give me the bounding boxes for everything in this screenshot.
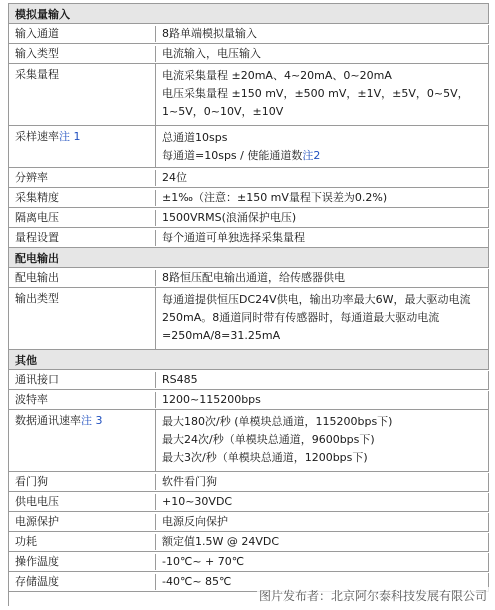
row-value — [156, 64, 489, 125]
table-row — [9, 168, 489, 188]
row-label — [9, 270, 156, 286]
value-line — [162, 103, 484, 121]
value-line — [162, 513, 484, 531]
row-label-text: 输入通道 — [15, 26, 59, 40]
row-label — [9, 126, 156, 167]
row-label — [9, 410, 156, 471]
row-label — [9, 474, 156, 490]
row-label — [9, 372, 156, 388]
value-line — [162, 229, 484, 247]
value-text: ±1‰（注意：±150 mV量程下误差为0.2%) — [162, 190, 388, 204]
value-text: 软件看门狗 — [162, 474, 217, 488]
row-label-text: 输入类型 — [15, 46, 59, 60]
row-label — [9, 574, 156, 590]
table-row — [9, 188, 489, 208]
row-value — [156, 513, 489, 531]
value-line — [162, 291, 484, 309]
value-text: 1500VRMS(浪涌保护电压) — [162, 210, 297, 224]
value-line — [162, 209, 484, 227]
value-line — [162, 371, 484, 389]
table-row — [9, 228, 489, 248]
value-line — [162, 413, 484, 431]
row-value — [156, 209, 489, 227]
row-label — [9, 554, 156, 570]
value-text: 总通道10sps — [162, 131, 228, 144]
row-label — [9, 494, 156, 510]
row-label-text: 采样速率 — [15, 130, 59, 143]
value-line — [162, 147, 484, 165]
row-value — [156, 25, 489, 43]
row-label-text: 采集量程 — [15, 68, 59, 81]
value-text: 最大180次/秒 (单模块总通道，115200bps下) — [162, 415, 393, 428]
row-value — [156, 288, 489, 349]
table-row — [9, 370, 489, 390]
footnote-link[interactable]: 注 3 — [81, 414, 103, 427]
table-row — [9, 44, 489, 64]
value-text: 每个通道可单独选择采集量程 — [162, 230, 305, 244]
value-line — [162, 391, 484, 409]
value-line — [162, 533, 484, 551]
table-row — [9, 552, 489, 572]
value-text: 250mA。8通道同时带有传感器时，每通道最大驱动电流 — [162, 311, 440, 324]
value-line — [162, 25, 484, 43]
value-text: 最大24次/秒（单模块总通道，9600bps下) — [162, 433, 375, 446]
value-text: 1~5V，0~10V，±10V — [162, 105, 284, 118]
row-label — [9, 26, 156, 42]
row-value — [156, 533, 489, 551]
table-row — [9, 512, 489, 532]
value-line — [162, 85, 484, 103]
row-label — [9, 230, 156, 246]
row-label — [9, 46, 156, 62]
section-header: 模拟量输入 — [9, 4, 489, 24]
row-label-text: 数据通讯速率 — [15, 414, 81, 427]
value-text: -10℃~ + 70℃ — [162, 554, 245, 568]
table-row — [9, 410, 489, 472]
value-line — [162, 553, 484, 571]
value-line — [162, 493, 484, 511]
row-value — [156, 391, 489, 409]
value-line — [162, 45, 484, 63]
table-row — [9, 64, 489, 126]
row-value — [156, 126, 489, 167]
row-label — [9, 392, 156, 408]
value-line — [162, 67, 484, 85]
footnote-link[interactable]: 注 1 — [59, 130, 81, 143]
row-value — [156, 229, 489, 247]
value-line — [162, 189, 484, 207]
value-line — [162, 431, 484, 449]
row-label-text: 配电输出 — [15, 270, 59, 284]
row-label-text: 采集精度 — [15, 190, 59, 204]
row-label-text: 隔离电压 — [15, 210, 59, 224]
row-label-text: 电源保护 — [15, 514, 59, 528]
table-row — [9, 208, 489, 228]
row-label-text: 量程设置 — [15, 230, 59, 244]
value-line — [162, 309, 484, 327]
row-value — [156, 169, 489, 187]
value-text: 8路单端模拟量输入 — [162, 26, 257, 40]
table-row — [9, 288, 489, 350]
value-line — [162, 449, 484, 467]
row-label — [9, 288, 156, 349]
value-line — [162, 169, 484, 187]
row-label-text: 看门狗 — [15, 474, 48, 488]
row-value — [156, 473, 489, 491]
value-text: 每通道=10sps / 使能通道数 — [162, 149, 303, 162]
row-value — [156, 371, 489, 389]
row-value — [156, 553, 489, 571]
row-label — [9, 190, 156, 206]
table-row — [9, 390, 489, 410]
value-line — [162, 473, 484, 491]
row-label-text: 操作温度 — [15, 554, 59, 568]
value-text: 8路恒压配电输出通道，给传感器供电 — [162, 270, 345, 284]
row-label-text: 存储温度 — [15, 574, 59, 588]
value-line — [162, 269, 484, 287]
value-text: -40℃~ 85℃ — [162, 574, 232, 588]
table-row — [9, 268, 489, 288]
row-label-text: 通讯接口 — [15, 372, 59, 386]
row-label-text: 波特率 — [15, 392, 48, 406]
row-label — [9, 514, 156, 530]
row-label — [9, 210, 156, 226]
table-row — [9, 472, 489, 492]
row-value — [156, 493, 489, 511]
value-text: 电流输入，电压输入 — [162, 46, 261, 60]
row-label — [9, 534, 156, 550]
value-text: 24位 — [162, 170, 187, 184]
value-text: 每通道提供恒压DC24V供电，输出功率最大6W，最大驱动电流 — [162, 293, 471, 306]
value-text: +10~30VDC — [162, 494, 233, 508]
footnote-link[interactable]: 注2 — [302, 149, 321, 162]
row-value — [156, 269, 489, 287]
watermark: 图片发布者：北京阿尔泰科技发展有限公司 — [258, 589, 487, 603]
row-label — [9, 64, 156, 125]
value-text: RS485 — [162, 372, 198, 386]
row-label-text: 供电电压 — [15, 494, 59, 508]
value-text: 最大3次/秒（单模块总通道，1200bps下) — [162, 451, 368, 464]
row-value — [156, 189, 489, 207]
value-line — [162, 327, 484, 345]
row-label-text: 分辨率 — [15, 170, 48, 184]
row-label-text: 功耗 — [15, 534, 37, 548]
row-value — [156, 410, 489, 471]
value-text: =250mA/8=31.25mA — [162, 329, 281, 342]
table-row — [9, 24, 489, 44]
value-text: 1200~115200bps — [162, 392, 261, 406]
value-text: 电源反向保护 — [162, 514, 228, 528]
value-line — [162, 129, 484, 147]
table-row — [9, 492, 489, 512]
value-text: 电压采集量程 ±150 mV，±500 mV，±1V，±5V，0~5V， — [162, 87, 469, 100]
row-value — [156, 45, 489, 63]
row-label-text: 输出类型 — [15, 292, 59, 305]
row-label — [9, 170, 156, 186]
table-row — [9, 126, 489, 168]
table-row — [9, 532, 489, 552]
section-header: 其他 — [9, 350, 489, 370]
value-text: 电流采集量程 ±20mA、4~20mA、0~20mA — [162, 69, 392, 82]
spec-table — [8, 3, 489, 606]
value-text: 额定值1.5W @ 24VDC — [162, 534, 280, 548]
section-header: 配电输出 — [9, 248, 489, 268]
